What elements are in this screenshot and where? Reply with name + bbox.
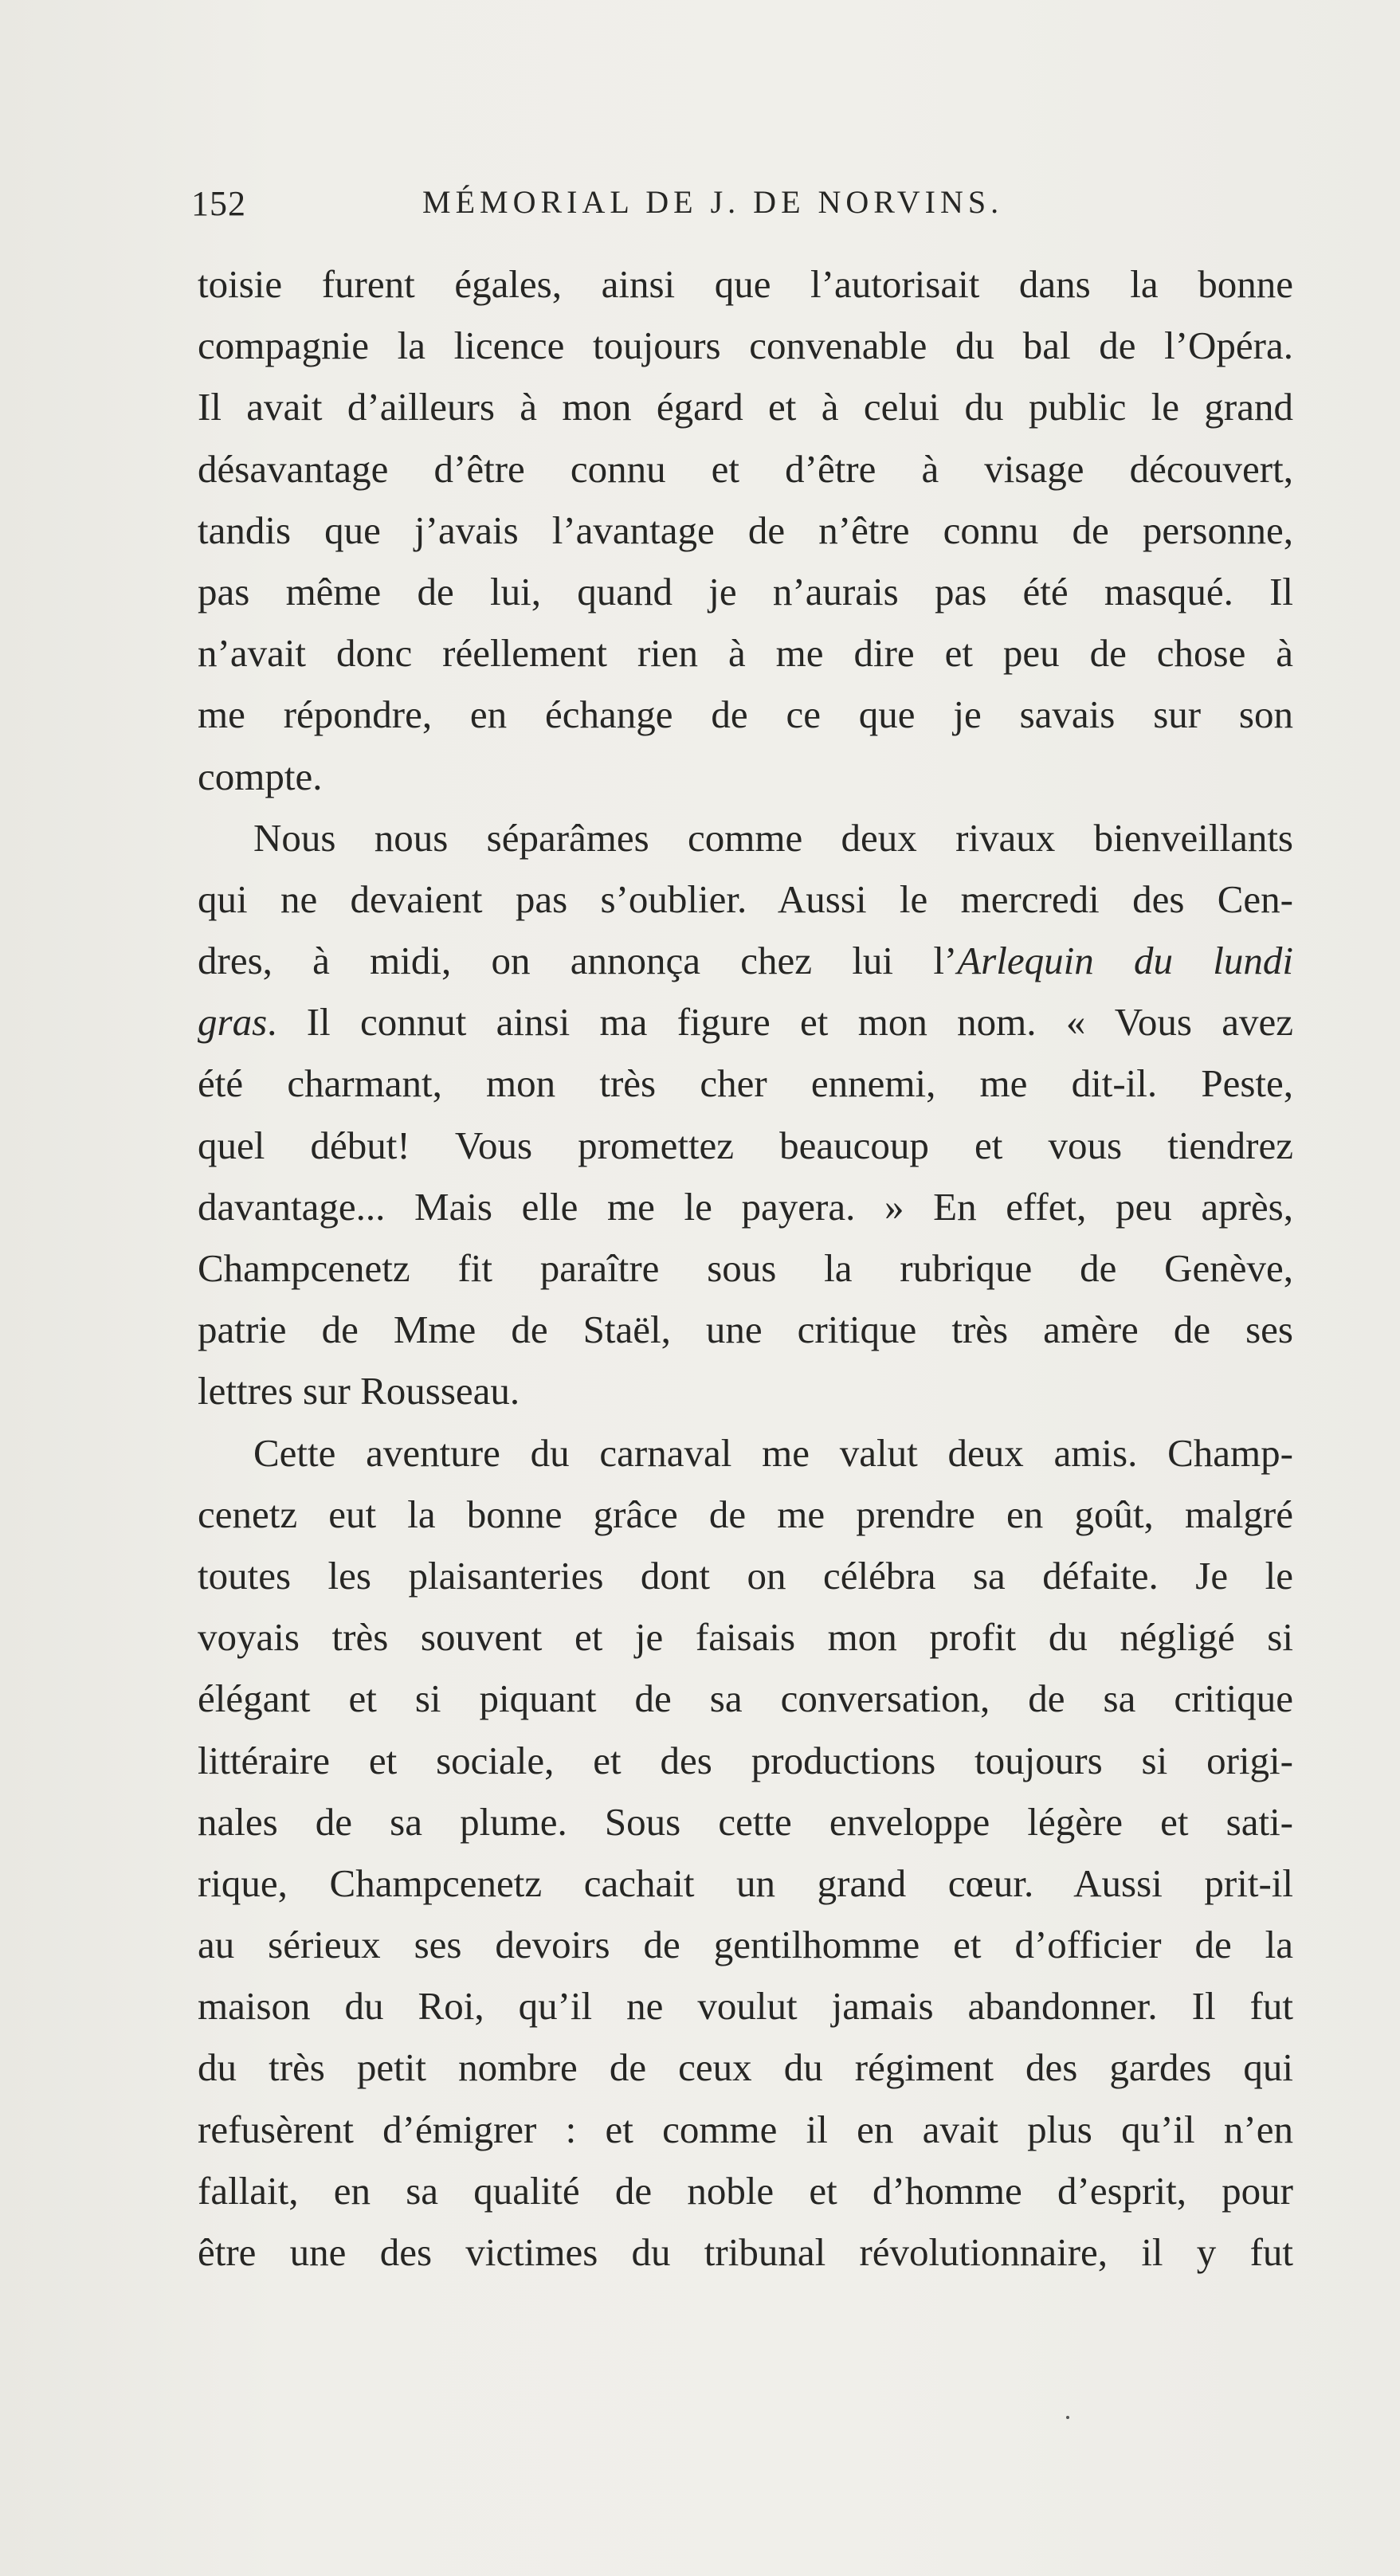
text-line: davantage... Mais elle me le payera. » En effet, peu après,: [198, 1184, 1293, 1229]
text-line: refusèrent d’émigrer : et comme il en avait plus qu’il n’en: [198, 2107, 1293, 2151]
text-line: maison du Roi, qu’il ne voulut jamais abandonner. Il fut: [198, 1984, 1293, 2029]
paper-speck: [1066, 2416, 1069, 2419]
text-line: toutes les plaisanteries dont on célébra sa défaite. Je le: [198, 1553, 1293, 1598]
italic-title-run: Arlequin du lundi: [957, 939, 1293, 983]
text-line: été charmant, mon très cher ennemi, me dit-il. Peste,: [198, 1061, 1293, 1106]
text-line: qui ne devaient pas s’oublier. Aussi le mercredi des Cen-: [198, 876, 1293, 921]
text-line: me répondre, en échange de ce que je savais sur son: [198, 692, 1293, 737]
text-line: Champcenetz fit paraître sous la rubrique de Genève,: [198, 1246, 1293, 1290]
text-line: [198, 930, 1293, 991]
text-line: Il avait d’ailleurs à mon égard et à celui du public le grand: [198, 385, 1293, 429]
text-line: rique, Champcenetz cachait un grand cœur. Aussi prit-il: [198, 1860, 1293, 1905]
page-number: 152: [191, 184, 246, 223]
text-run: dres, à midi, on annonça chez lui l’: [198, 939, 958, 983]
paragraph-end-line: lettres sur Rousseau.: [198, 1369, 520, 1413]
text-line: tandis que j’avais l’avantage de n’être connu de personne,: [198, 508, 1293, 552]
text-line: voyais très souvent et je faisais mon profit du négligé si: [198, 1615, 1293, 1660]
text-line: désavantage d’être connu et d’être à visage découvert,: [198, 446, 1293, 491]
text-line: toisie furent égales, ainsi que l’autorisait dans la bonne: [198, 262, 1293, 306]
text-line: n’avait donc réellement rien à me dire et peu de chose à: [198, 631, 1293, 676]
paragraph-start-line: Nous nous séparâmes comme deux rivaux bienveillants: [253, 815, 1293, 860]
text-line: littéraire et sociale, et des productions toujours si origi-: [198, 1738, 1293, 1782]
text-line: patrie de Mme de Staël, une critique très amère de ses: [198, 1308, 1293, 1352]
italic-title-run: gras: [198, 1000, 268, 1045]
text-line: [198, 991, 1293, 1053]
text-line: quel début! Vous promettez beaucoup et vous tiendrez: [198, 1123, 1293, 1167]
text-line: fallait, en sa qualité de noble et d’homme d’esprit, pour: [198, 2168, 1293, 2213]
text-line: nales de sa plume. Sous cette enveloppe légère et sati-: [198, 1799, 1293, 1844]
running-head: MÉMORIAL DE J. DE NORVINS.: [422, 184, 1004, 220]
body-text: [198, 253, 1293, 2283]
text-line: du très petit nombre de ceux du régiment des gardes qui: [198, 2045, 1293, 2090]
text-line: pas même de lui, quand je n’aurais pas été masqué. Il: [198, 569, 1293, 614]
text-line: être une des victimes du tribunal révolutionnaire, il y fut: [198, 2230, 1293, 2274]
text-line: élégant et si piquant de sa conversation, de sa critique: [198, 1676, 1293, 1721]
paragraph-start-line: Cette aventure du carnaval me valut deux amis. Champ-: [253, 1430, 1293, 1475]
text-line: compagnie la licence toujours convenable du bal de l’Opéra.: [198, 323, 1293, 368]
page-header: [191, 183, 1307, 231]
text-line: au sérieux ses devoirs de gentilhomme et d’officier de la: [198, 1923, 1293, 1967]
paragraph-end-line: compte.: [198, 754, 323, 798]
text-line: cenetz eut la bonne grâce de me prendre en goût, malgré: [198, 1492, 1293, 1536]
text-run: . Il connut ainsi ma figure et mon nom. « Vous avez: [267, 1000, 1293, 1045]
